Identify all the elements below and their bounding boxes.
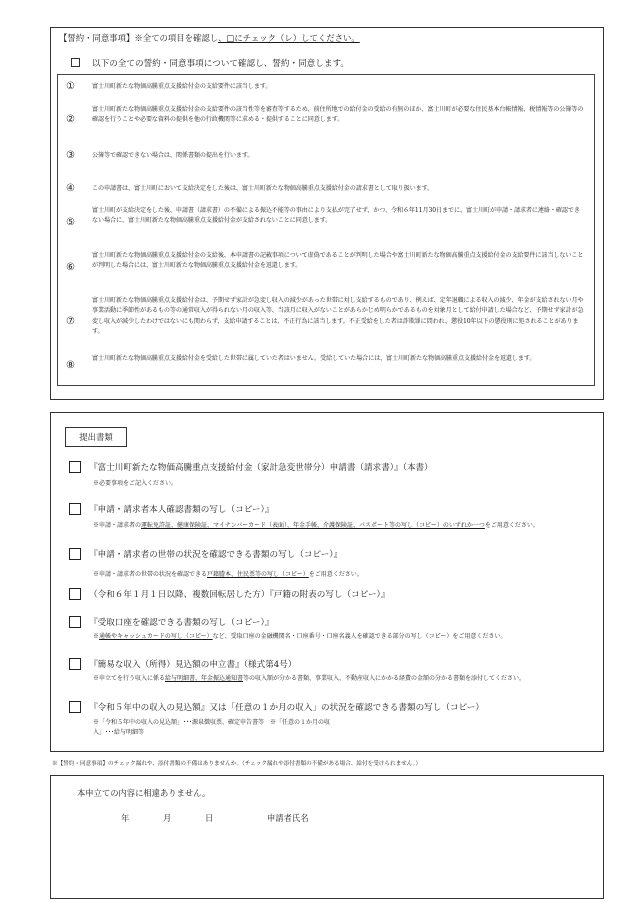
declaration-date-row	[121, 812, 309, 824]
year-label: 年	[121, 813, 130, 823]
document-checkbox[interactable]	[69, 548, 81, 560]
documents-section: 提出書類 『富士川町新たな物価高騰重点支援給付金（家計急変世帯分）申請書（請求書）』（本書） ※必要事項をご記入ください。 『申請・請求者本人確認書類の写し（コピー）』 ※申請・請求者の運転免許証、健康保険証、マイナンバーカード（表面）、年金手帳、介護保険証、パスポート等の写し（コピー）のいずれか一つをご用意ください。 『申請・請求者の世帯の状況を確認できる書類の写し（コピー）』 ※申請・請求者の世帯の状況を確認できる戸籍謄本、住民票等の写し（コピー）をご用意ください。 （令和６年１月１日以降、複数回転居した方）『戸籍の附表の写し（コピー）』 『受取口座を確認できる書類の写し（コピー）』 ※通帳やキャッシュカードの写し（コピー）など、受取口座の金融機関名・口座番号・口座名義人を確認できる部分の写し（コピー）をご用意ください。 『簡易な収入（所得）見込額の申立書』（様式第4号） ※申立てを行う収入に係る給与明細書、年金振込通知書等の収入額が分かる書類、事業収入、不動産収入にかかる経費の金額の分かる書類を添付してください。 『令和５年中の収入の見込額』又は「任意の１か月の収入」の状況を確認できる書類の写し（コピー） ※「令和５年中の収入の見込額」･･･源泉徴収票、確定申告書等 ※「任意の１か月の収入」･･･給与明細等	[50, 412, 604, 752]
document-checkbox[interactable]	[69, 658, 81, 670]
agree-all-checkbox[interactable]	[71, 58, 80, 67]
consent-section	[50, 27, 604, 400]
month-label: 月	[163, 813, 172, 823]
footnote: ※【誓約・同意事項】のチェック漏れや、添付書類の不備はありませんか。（チェック漏れや添付書類の不備がある場合、給付を受けられません。）	[52, 761, 422, 767]
agree-all-row[interactable]	[59, 57, 349, 69]
document-checkbox[interactable]	[69, 616, 81, 628]
consent-title: 【誓約・同意事項】※全ての項目を確認し、□にチェック（レ）してください。	[59, 33, 360, 43]
agree-all-label: 以下の全ての誓約・同意事項について確認し、誓約・同意します。	[92, 59, 349, 69]
declaration-section	[50, 775, 604, 899]
declaration-text: 本申立ての内容に相違ありません。	[77, 788, 211, 798]
day-label: 日	[205, 813, 214, 823]
applicant-name-label: 申請者氏名	[267, 813, 309, 823]
documents-title: 提出書類	[65, 427, 127, 447]
document-checkbox[interactable]	[69, 503, 81, 515]
document-checkbox[interactable]	[69, 701, 81, 713]
document-checkbox[interactable]	[69, 461, 81, 473]
document-checkbox[interactable]	[69, 588, 81, 600]
consent-items-frame: ① 富士川町新たな物価高騰重点支援給付金の支給要件に該当します。 ② 富士川町新たな物価高騰重点支援給付金の支給要件の該当性等を審査等するため、前住所地での給付金の受給の有無のほか、富士川町が必要な住民基本台帳情報、税情報等の公簿等の確認を行うことや必要な資料の提供を他の行政機関等に求める・提供することに同意します。 ③ 公簿等で確認できない場合は、関係書類の提出を行います。 ④ この申請書は、富士川町において支給決定をした後は、富士川町新たな物価高騰重点支援給付金の請求書として取り扱います。 ⑤ 富士川町が支給決定をした後、申請書（請求書）の不備による振込不能等の事由により支払が完了せず、かつ、令和６年11月30日までに、富士川町が申請・請求者に連絡・確認できない場合に、富士川町新たな物価高騰重点支援給付金が支給されないことに同意します。 ⑥ 富士川町新たな物価高騰重点支援給付金の支給後、本申請書の記載事項について虚偽であることが判明した場合や富士川町新たな物価高騰重点支援給付金の支給要件に該当しないことが判明した場合には、富士川町新たな物価高騰重点支援給付金を返還します。 ⑦ 富士川町新たな物価高騰重点支援給付金は、予期せず家計が急変し収入の減少があった世帯に対し支給するものであり、例えば、定年退職による収入の減少、年金が支給されない月や事業活動に季節性があるもの等の通常収入が得られない月の収入等、当該月に収入がないことがあらかじめ明らかであるものを対象月として給付申請した場合など、予期せず家計が急変し収入が減少したわけではないにも関わらず、支給申請することは、不正行為に該当します。不正受給をした者は詐欺罪に問われ、懲役10年以下の懲役刑に処されることがあります。 ⑧ 富士川町新たな物価高騰重点支援給付金を受給した世帯に属していた者はいません。受給していた場合には、富士川町新たな物価高騰重点支援給付金を返還します。	[57, 74, 595, 386]
